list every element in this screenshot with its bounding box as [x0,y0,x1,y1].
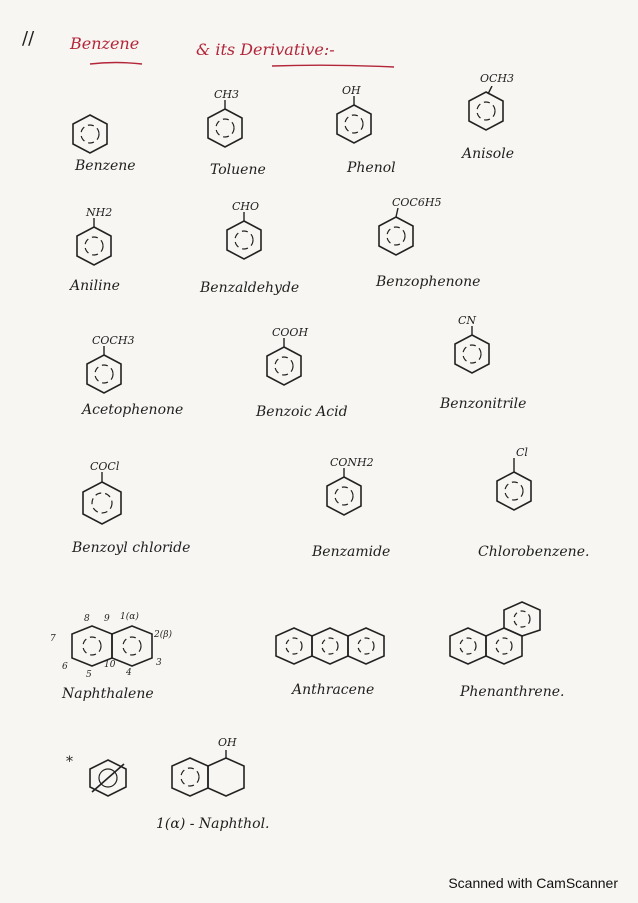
label-naphthol: 1(α) - Naphthol. [156,816,270,832]
label-naphthalene: Naphthalene [62,686,154,702]
sub-aniline: NH2 [86,206,113,219]
sub-toluene: CH3 [214,88,240,101]
naph-pos-9: 9 [104,614,110,624]
sub-benzophenone: COC6H5 [392,196,442,209]
label-toluene: Toluene [210,162,266,178]
label-anisole: Anisole [462,146,514,162]
benzoic-acid-structure [264,338,304,388]
sub-benzonitrile: CN [458,314,477,327]
acetophenone-structure [84,346,124,396]
anthracene-structure [272,624,398,668]
naph-pos-3: 3 [156,658,162,668]
benzonitrile-structure [452,326,492,376]
chlorobenzene-structure [494,458,534,514]
label-chlorobenzene: Chlorobenzene. [478,544,590,560]
benzaldehyde-structure [224,212,264,262]
label-acetophenone: Acetophenone [82,402,184,418]
aniline-structure [74,218,114,268]
naph-pos-10: 10 [104,660,116,670]
naph-pos-7: 7 [50,634,56,644]
sub-benzaldehyde: CHO [232,200,260,213]
sub-acetophenone: COCH3 [92,334,135,347]
sub-naphthol: OH [218,736,237,749]
margin-mark: // [22,28,35,49]
label-benzonitrile: Benzonitrile [440,396,527,412]
anisole-structure [466,86,506,132]
title-derivatives: & its Derivative:- [196,40,335,59]
star-mark: * [66,754,73,770]
scanner-watermark: Scanned with CamScanner [448,875,618,891]
label-benzamide: Benzamide [312,544,391,560]
sub-phenol: OH [342,84,361,97]
sub-benzoyl-chloride: COCl [90,460,120,473]
label-aniline: Aniline [70,278,120,294]
benzamide-structure [324,468,364,518]
label-anthracene: Anthracene [292,682,375,698]
title-benzene: Benzene [70,34,140,53]
crossed-hexagon [86,758,130,798]
label-benzophenone: Benzophenone [376,274,481,290]
sub-benzamide: CONH2 [330,456,374,469]
label-benzene: Benzene [75,158,136,174]
benzene-structure [70,112,110,156]
title-underline [86,60,146,68]
benzoyl-chloride-structure [80,472,124,528]
naphthol-structure [160,748,256,804]
label-benzoyl-chloride: Benzoyl chloride [72,540,191,556]
label-phenanthrene: Phenanthrene. [460,684,565,700]
title-underline-2 [268,62,398,70]
toluene-structure [205,100,245,150]
benzophenone-structure [376,208,416,258]
label-benzaldehyde: Benzaldehyde [200,280,300,296]
naph-pos-5: 5 [86,670,92,680]
phenol-structure [334,96,374,146]
sub-chlorobenzene: Cl [516,446,528,459]
label-benzoic-acid: Benzoic Acid [256,404,348,420]
naph-pos-1: 1(α) [120,612,139,622]
naph-pos-4: 4 [126,668,132,678]
phenanthrene-structure [446,598,546,668]
sub-benzoic-acid: COOH [272,326,309,339]
sub-anisole: OCH3 [480,72,515,85]
naph-pos-6: 6 [62,662,68,672]
naph-pos-8: 8 [84,614,90,624]
label-phenol: Phenol [347,160,396,176]
naph-pos-2: 2(β) [154,630,172,640]
